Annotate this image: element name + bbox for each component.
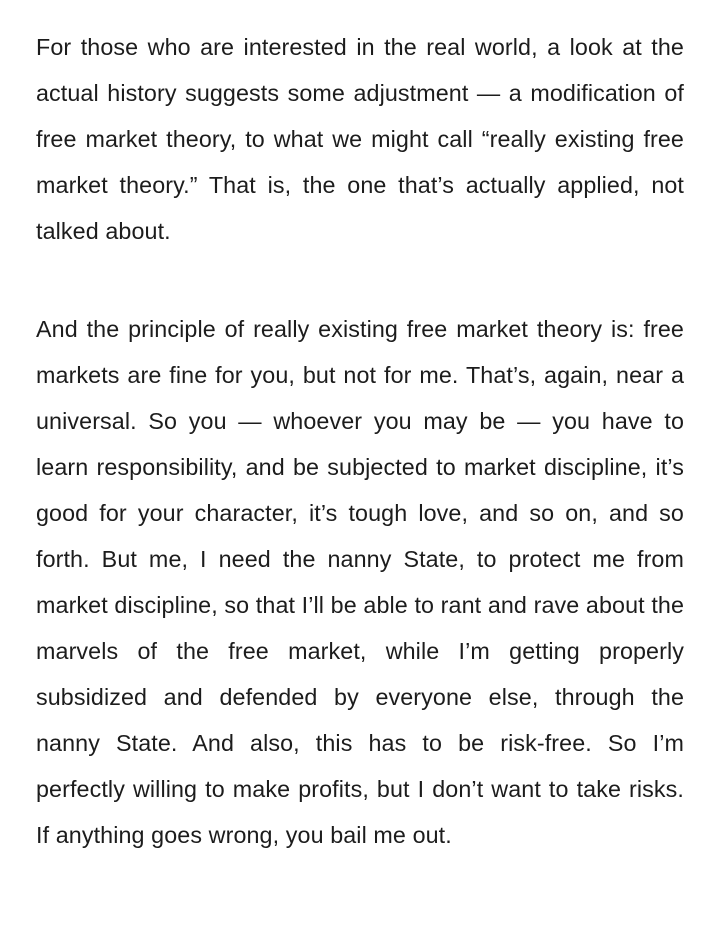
paragraph-1: For those who are interested in the real world, a look at the actual history suggests some adjustment — a modification of free market theory, to what we might call “really existing free market theory.” That is, the one that’s actually applied, not talked about.	[36, 34, 684, 244]
paragraph-2: And the principle of really existing free market theory is: free markets are fine for you, but not for me. That’s, again, near a universal. So you — whoever you may be — you have to learn responsibility, and be subjected to market discipline, it’s good for your character, it’s tough love, and so on, and so forth. But me, I need the nanny State, to protect me from market discipline, so that I’ll be able to rant and rave about the marvels of the free market, while I’m getting properly subsidized and defended by everyone else, through the nanny State. And also, this has to be risk-free. So I’m perfectly willing to make profits, but I don’t want to take risks. If anything goes wrong, you bail me out.	[36, 316, 684, 848]
article-body	[36, 24, 684, 858]
